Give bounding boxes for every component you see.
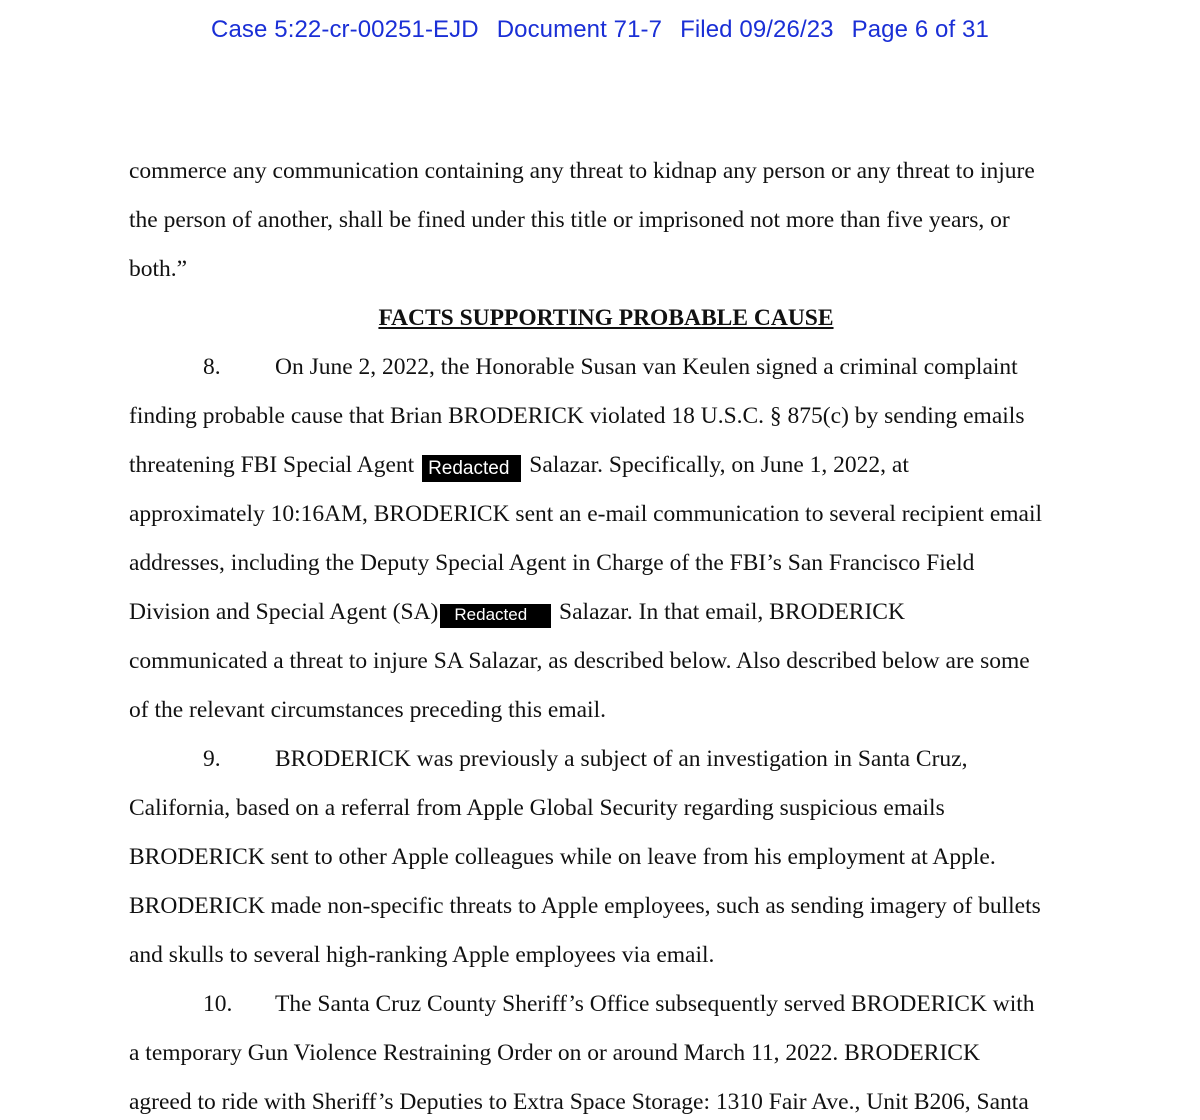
paragraph-10-first-line bbox=[203, 989, 1035, 1019]
text-line: finding probable cause that Brian BRODERICK violated 18 U.S.C. § 875(c) by sending emails bbox=[129, 403, 1025, 429]
redaction-box: Redacted bbox=[422, 455, 521, 482]
text: The Santa Cruz County Sheriff’s Office subsequently served BRODERICK with bbox=[275, 991, 1035, 1017]
page-number: Page 6 of 31 bbox=[851, 16, 989, 43]
text-line: a temporary Gun Violence Restraining Order on or around March 11, 2022. BRODERICK bbox=[129, 1040, 980, 1066]
text-line: both.” bbox=[129, 256, 188, 282]
filed-date: Filed 09/26/23 bbox=[680, 16, 834, 43]
text-line: the person of another, shall be fined under this title or imprisoned not more than five years, or bbox=[129, 207, 1010, 233]
paragraph-number: 10. bbox=[203, 991, 233, 1017]
paragraph-number: 8. bbox=[203, 354, 221, 380]
text-line: communicated a threat to injure SA Salazar, as described below. Also described below are some bbox=[129, 648, 1030, 674]
text-line: of the relevant circumstances preceding this email. bbox=[129, 697, 606, 723]
text-line: commerce any communication containing any threat to kidnap any person or any threat to injure bbox=[129, 158, 1035, 184]
text-line: and skulls to several high-ranking Apple employees via email. bbox=[129, 942, 715, 968]
text: Salazar. Specifically, on June 1, 2022, at bbox=[529, 452, 909, 478]
text-line: addresses, including the Deputy Special Agent in Charge of the FBI’s San Francisco Field bbox=[129, 550, 975, 576]
case-number: Case 5:22-cr-00251-EJD bbox=[211, 16, 479, 43]
redaction-box: Redacted bbox=[440, 604, 551, 628]
text-line: California, based on a referral from Apple Global Security regarding suspicious emails bbox=[129, 795, 945, 821]
paragraph-number: 9. bbox=[203, 746, 221, 772]
text: On June 2, 2022, the Honorable Susan van Keulen signed a criminal complaint bbox=[275, 354, 1018, 380]
text: Salazar. In that email, BRODERICK bbox=[559, 599, 905, 625]
paragraph-8-first-line bbox=[203, 352, 1018, 382]
text-line: BRODERICK sent to other Apple colleagues while on leave from his employment at Apple. bbox=[129, 844, 996, 870]
case-header bbox=[0, 16, 1200, 44]
text-line: agreed to ride with Sheriff’s Deputies to Extra Space Storage: 1310 Fair Ave., Unit B206, Santa bbox=[129, 1089, 1029, 1115]
text-line-with-redaction bbox=[129, 597, 905, 628]
text-line: approximately 10:16AM, BRODERICK sent an e-mail communication to several recipient email bbox=[129, 501, 1043, 527]
text-line: BRODERICK made non-specific threats to Apple employees, such as sending imagery of bullets bbox=[129, 893, 1041, 919]
text: Division and Special Agent (SA) bbox=[129, 599, 439, 625]
document-number: Document 71-7 bbox=[496, 16, 663, 43]
text: BRODERICK was previously a subject of an investigation in Santa Cruz, bbox=[275, 746, 968, 772]
text-line-with-redaction bbox=[129, 450, 909, 482]
paragraph-9-first-line bbox=[203, 744, 968, 774]
section-heading: FACTS SUPPORTING PROBABLE CAUSE bbox=[378, 305, 834, 331]
text: threatening FBI Special Agent bbox=[129, 452, 415, 478]
